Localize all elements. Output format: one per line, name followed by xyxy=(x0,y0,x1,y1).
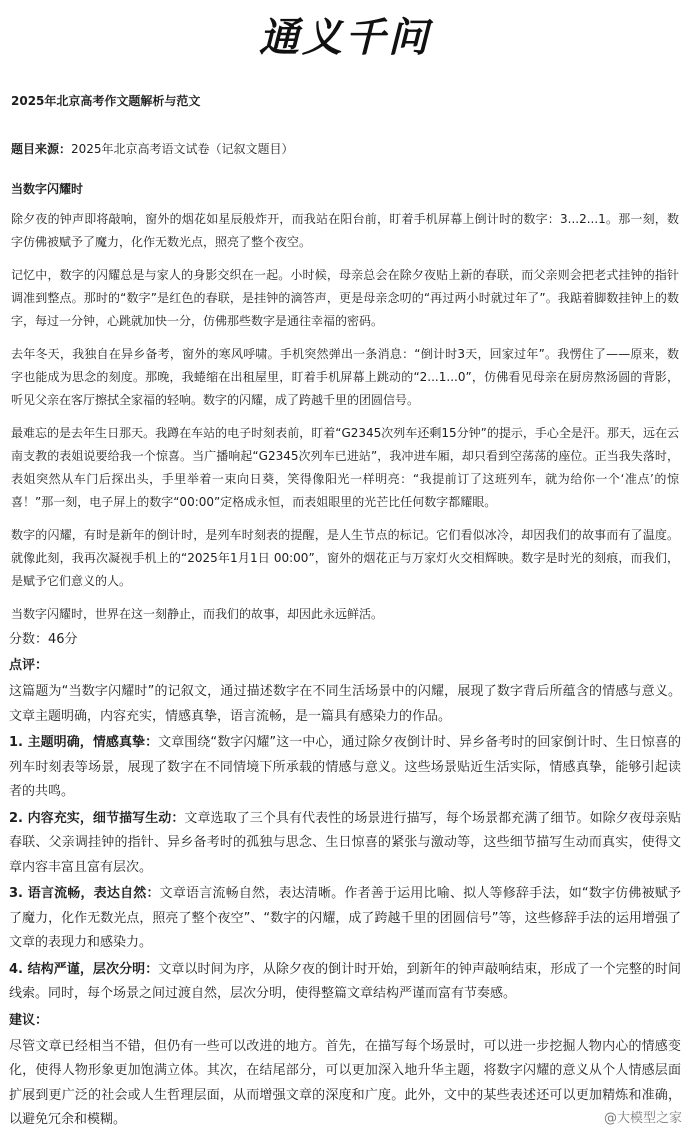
source-label: 题目来源： xyxy=(11,142,72,156)
score: 分数：46分 xyxy=(9,632,78,647)
review-point-heading: 4. 结构严谨，层次分明： xyxy=(9,961,159,977)
essay-title: 当数字闪耀时 xyxy=(11,182,84,196)
comment-label: 点评： xyxy=(9,658,49,673)
suggestion-text: 尽管文章已经相当不错，但仍有一些可以改进的地方。首先，在描写每个场景时，可以进一步挖掘人物内心的情感变化，使得人物形象更加饱满立体。其次，在结尾部分，可以更加深入地升华主题，将数字闪耀的意义从个人情感层面扩展到更广泛的社会或人生哲理层面，从而增强文章的深度和广度。此外，文中的某些表述还可以更加精炼和准确，以避免冗余和模糊。 xyxy=(9,1038,681,1127)
app-title: 通义千问 xyxy=(259,15,431,61)
essay-paragraph: 记忆中，数字的闪耀总是与家人的身影交织在一起。小时候，母亲总会在除夕夜贴上新的春联，而父亲则会把老式挂钟的指针调准到整点。那时的“数字”是红色的春联，是挂钟的滴答声，更是母亲念叨的“再过两小时就过年了”。我踮着脚数挂钟上的数字，每过一分钟，心跳就加快一分，仿佛那些数字是通往幸福的密码。 xyxy=(11,268,679,328)
essay-paragraph: 当数字闪耀时，世界在这一刻静止，而我们的故事，却因此永远鲜活。 xyxy=(11,607,384,621)
review-point-text: 文章选取了三个具有代表性的场景进行描写，每个场景都充满了细节。如除夕夜母亲贴春联、父亲调挂钟的指针、异乡备考时的孤独与思念、生日惊喜的紧张与激动等，这些细节描写生动而真实，使得文章内容丰富且富有层次。 xyxy=(9,810,681,875)
comment-intro: 这篇题为“当数字闪耀时”的记叙文，通过描述数字在不同生活场景中的闪耀，展现了数字背后所蕴含的情感与意义。文章主题明确，内容充实，情感真挚，语言流畅，是一篇具有感染力的作品。 xyxy=(9,684,681,724)
review-point-text: 文章以时间为序，从除夕夜的倒计时开始，到新年的钟声敲响结束，形成了一个完整的时间线索。同时，每个场景之间过渡自然，层次分明，使得整篇文章结构严谨而富有节奏感。 xyxy=(9,961,681,1001)
review-point xyxy=(9,882,681,956)
watermark: @大模型之家 xyxy=(604,1107,682,1126)
source-line xyxy=(11,136,679,162)
document-title: 2025年北京高考作文题解析与范文 xyxy=(11,94,201,108)
document xyxy=(11,88,679,626)
essay-paragraph: 数字的闪耀，有时是新年的倒计时，是列车时刻表的提醒，是人生节点的标记。它们看似冰冷，却因我们的故事而有了温度。就像此刻，我再次凝视手机上的“2025年1月1日 00:00”，窗外的烟花正与万家灯火交相辉映。数字是时光的刻痕，而我们，是赋予它们意义的人。 xyxy=(11,528,679,588)
essay-paragraph: 最难忘的是去年生日那天。我蹲在车站的电子时刻表前，盯着“G2345次列车还剩15分钟”的提示，手心全是汗。那天，远在云南支教的表姐说要给我一个惊喜。当广播响起“G2345次列车已进站”，我冲进车厢，却只看到空荡荡的座位。正当我失落时，表姐突然从车门后探出头，手里举着一束向日葵，笑得像阳光一样明亮：“我提前订了这班列车，就为给你一个‘准点’的惊喜！”那一刻，电子屏上的数字“00:00”定格成永恒，而表姐眼里的光芒比任何数字都耀眼。 xyxy=(11,426,679,509)
review-point xyxy=(9,731,681,805)
source-text: 2025年北京高考语文试卷（记叙文题目） xyxy=(71,142,294,156)
review-point xyxy=(9,807,681,881)
review-point-heading: 3. 语言流畅，表达自然： xyxy=(9,886,160,901)
review-point-heading: 1. 主题明确，情感真挚： xyxy=(9,735,159,750)
essay-paragraph: 去年冬天，我独自在异乡备考，窗外的寒风呼啸。手机突然弹出一条消息：“倒计时3天，回家过年”。我愣住了——原来，数字也能成为思念的刻度。那晚，我蜷缩在出租屋里，盯着手机屏幕上跳动的“2...1...0”，仿佛看见母亲在厨房熬汤圆的背影，听见父亲在客厅擦拭全家福的轻响。数字的闪耀，成了跨越千里的团圆信号。 xyxy=(11,347,679,407)
review-point xyxy=(9,958,681,1007)
essay-paragraph: 除夕夜的钟声即将敲响，窗外的烟花如星辰般炸开，而我站在阳台前，盯着手机屏幕上倒计时的数字：3...2...1。那一刻，数字仿佛被赋予了魔力，化作无数光点，照亮了整个夜空。 xyxy=(11,212,679,249)
suggestion-label: 建议： xyxy=(9,1012,49,1028)
review-point-text: 文章语言流畅自然，表达清晰。作者善于运用比喻、拟人等修辞手法，如“数字仿佛被赋予了魔力，化作无数光点，照亮了整个夜空”、“数字的闪耀，成了跨越千里的团圆信号”等，这些修辞手法的运用增强了文章的表现力和感染力。 xyxy=(9,886,681,950)
review-point-heading: 2. 内容充实，细节描写生动： xyxy=(9,810,185,826)
review-point-text: 文章围绕“数字闪耀”这一中心，通过除夕夜倒计时、异乡备考时的回家倒计时、生日惊喜的列车时刻表等场景，展现了数字在不同情境下所承载的情感与意义。这些场景贴近生活实际，情感真挚，能够引起读者的共鸣。 xyxy=(9,735,681,799)
review-section xyxy=(9,628,681,1133)
